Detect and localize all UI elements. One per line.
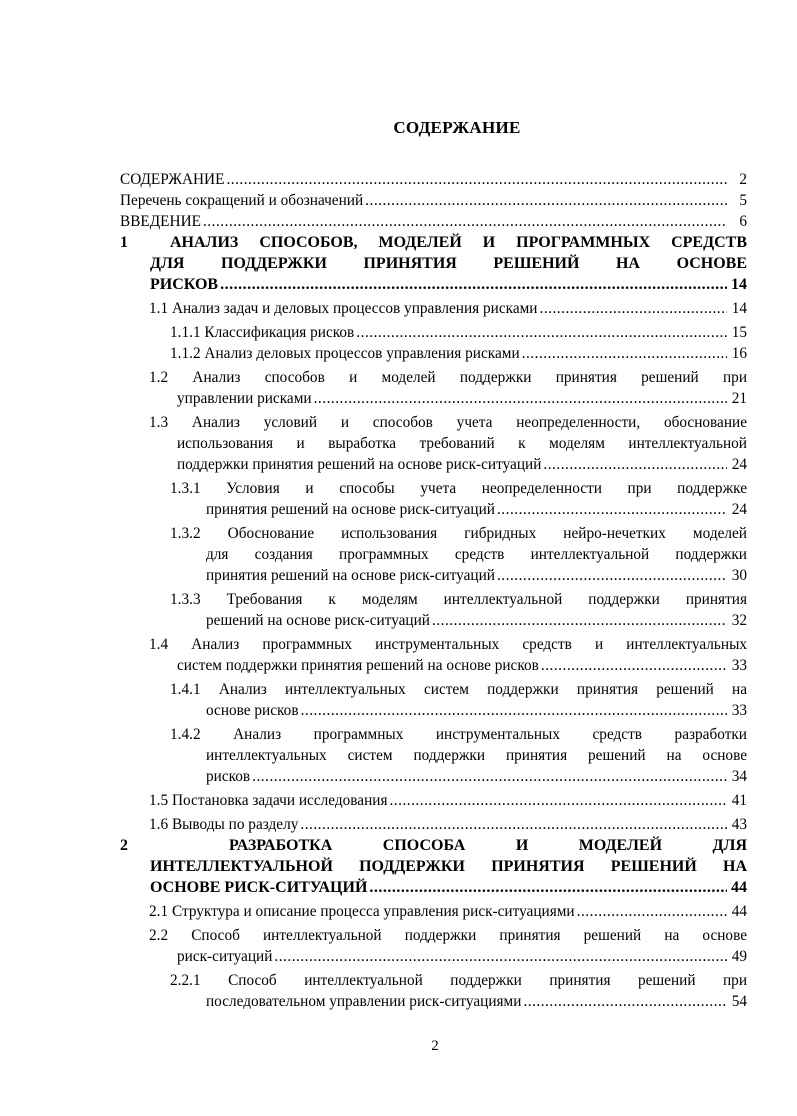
- toc-entry-text: Перечень сокращений и обозначений: [120, 192, 364, 209]
- toc-entry-text: основе рисков: [206, 702, 299, 719]
- toc-entry[interactable]: [149, 925, 747, 967]
- dot-leader: [365, 190, 727, 211]
- toc-entry-text: 1.4.2: [170, 726, 201, 743]
- toc-entry-line: [206, 766, 747, 787]
- dot-leader: [540, 298, 728, 319]
- dot-leader: [541, 655, 727, 676]
- toc-title: СОДЕРЖАНИЕ: [393, 118, 521, 137]
- toc-entry-text: [149, 814, 298, 835]
- toc-page-number: 30: [731, 567, 747, 584]
- toc-entry[interactable]: [170, 589, 747, 631]
- toc-entry-line: [206, 700, 747, 721]
- toc-entry-text: 1.4.1: [170, 681, 201, 698]
- toc-entry-text: [170, 322, 354, 343]
- toc-page-number: 24: [731, 456, 747, 473]
- toc-entry-text: использования и выработка требований к моделям интеллектуальной: [177, 435, 747, 452]
- toc-chapter-entry[interactable]: [120, 232, 747, 295]
- toc-page-number: 41: [731, 792, 747, 809]
- toc-entry-text: 1.5: [149, 792, 169, 809]
- toc-entry[interactable]: [170, 523, 747, 586]
- toc-entry-text: Классификация рисков: [204, 324, 355, 341]
- toc-entry-line: [150, 253, 747, 274]
- toc-entry-text: РИСКОВ: [150, 276, 219, 293]
- toc-entry-text: 1.1.2: [170, 345, 201, 362]
- toc-entry-line: [177, 388, 747, 409]
- toc-entry-text: принятия решений на основе риск-ситуаций: [206, 567, 495, 584]
- toc-entry-text: 1.1.1: [170, 324, 201, 341]
- toc-entry-line: [177, 946, 747, 967]
- toc-entry-line: [206, 499, 747, 520]
- toc-entry-text: ОСНОВЕ РИСК-СИТУАЦИЙ: [150, 879, 368, 896]
- toc-entry-text: 1.4: [149, 636, 169, 653]
- dot-leader: [522, 343, 727, 364]
- toc-entry-text: 2: [120, 837, 128, 854]
- toc-entry-text: рисков: [206, 768, 251, 785]
- toc-entry-text: Анализ программных инструментальных средств разработки: [233, 726, 747, 743]
- dot-leader: [252, 766, 727, 787]
- toc-entry-text: 1.3.2: [170, 525, 201, 542]
- toc-entry[interactable]: [149, 790, 747, 811]
- toc-entry[interactable]: [149, 814, 747, 835]
- toc-entry-line: [150, 274, 747, 295]
- toc-entry-text: Способ интеллектуальной поддержки принятия решений на основе: [191, 927, 747, 944]
- dot-leader: [226, 169, 727, 190]
- toc-entry-line: [206, 610, 747, 631]
- toc-entry-text: [149, 298, 538, 319]
- toc-entry-text: СОДЕРЖАНИЕ: [120, 171, 225, 188]
- toc-page-number: 33: [731, 657, 747, 674]
- toc-entry-line: [177, 454, 747, 475]
- toc-entry-text: последовательном управлении риск-ситуациями: [206, 993, 522, 1010]
- toc-entry-text: 1.3: [149, 414, 169, 431]
- toc-page-number: 44: [731, 879, 747, 896]
- toc-page-number: 14: [731, 276, 747, 293]
- toc-entry-line: [150, 856, 747, 877]
- toc-entry[interactable]: [170, 724, 747, 787]
- toc-entry[interactable]: [149, 634, 747, 676]
- toc-entry[interactable]: [170, 970, 747, 1012]
- toc-entry-line: [170, 523, 747, 544]
- toc-entry-text: Выводы по разделу: [171, 816, 299, 833]
- toc-entry-text: Анализ интеллектуальных систем поддержки принятия решений на: [218, 681, 747, 698]
- toc-entry[interactable]: [149, 367, 747, 409]
- toc-entry-line: [206, 991, 747, 1012]
- dot-leader: [300, 814, 727, 835]
- toc-entry-text: ИНТЕЛЛЕКТУАЛЬНОЙ ПОДДЕРЖКИ ПРИНЯТИЯ РЕШЕНИЙ НА: [150, 858, 747, 875]
- dot-leader: [497, 499, 727, 520]
- dot-leader: [523, 991, 727, 1012]
- toc-entry-line: [149, 367, 747, 388]
- toc-chapter-entry[interactable]: [120, 835, 747, 898]
- toc-entry[interactable]: [170, 322, 747, 343]
- toc-entry-text: для создания программных средств интеллектуальной поддержки: [206, 546, 747, 563]
- toc-entry[interactable]: [170, 478, 747, 520]
- toc-entry-line: [149, 634, 747, 655]
- toc-entry-text: систем поддержки принятия решений на основе рисков: [177, 657, 539, 674]
- toc-entry-text: 1.3.3: [170, 591, 201, 608]
- toc-page-number: 49: [731, 948, 747, 965]
- toc-entry[interactable]: [120, 169, 747, 190]
- toc-entry-text: Постановка задачи исследования: [171, 792, 388, 809]
- toc-entry-text: 2.2: [149, 927, 169, 944]
- toc-entry[interactable]: [149, 298, 747, 319]
- toc-page-number: 24: [731, 501, 747, 518]
- toc-entry-text: Анализ задач и деловых процессов управления рисками: [171, 300, 538, 317]
- dot-leader: [314, 388, 727, 409]
- dot-leader: [497, 565, 727, 586]
- toc-entry[interactable]: [149, 412, 747, 475]
- toc-entry-text: управлении рисками: [177, 390, 312, 407]
- toc-entry-text: Требования к моделям интеллектуальной поддержки принятия: [226, 591, 747, 608]
- dot-leader: [203, 211, 727, 232]
- toc-entry-line: [206, 745, 747, 766]
- toc-page-number: 5: [739, 192, 747, 209]
- toc-entry-text: 1.6: [149, 816, 169, 833]
- toc-entry[interactable]: [120, 211, 747, 232]
- toc-page-number: 33: [731, 702, 747, 719]
- toc-entry-text: [149, 901, 575, 922]
- toc-page-number: 43: [731, 816, 747, 833]
- toc-entry-text: [149, 790, 387, 811]
- toc-page-number: 14: [731, 300, 747, 317]
- toc-page-number: 34: [731, 768, 747, 785]
- dot-leader: [301, 700, 727, 721]
- toc-entry-text: 2.2.1: [170, 972, 201, 989]
- toc-entry-text: Обоснование использования гибридных нейро-нечетких моделей: [227, 525, 747, 542]
- dot-leader: [274, 946, 727, 967]
- toc-entry[interactable]: [170, 343, 747, 364]
- toc-entry-text: АНАЛИЗ СПОСОБОВ, МОДЕЛЕЙ И ПРОГРАММНЫХ СРЕДСТВ: [169, 234, 748, 251]
- toc-entry-line: [149, 925, 747, 946]
- toc-page-number: 2: [739, 171, 747, 188]
- toc-entry-text: решений на основе риск-ситуаций: [206, 612, 430, 629]
- toc-entry-line: [177, 655, 747, 676]
- table-of-contents: [120, 169, 747, 1012]
- dot-leader: [220, 274, 727, 295]
- toc-entry-text: Условия и способы учета неопределенности при поддержке: [226, 480, 747, 497]
- toc-entry[interactable]: [120, 190, 747, 211]
- toc-entry-line: [170, 724, 747, 745]
- dot-leader: [543, 454, 727, 475]
- toc-entry-line: [120, 232, 747, 253]
- toc-entry-text: 1.1: [149, 300, 169, 317]
- toc-entry-line: [177, 433, 747, 454]
- toc-page-number: 32: [731, 612, 747, 629]
- toc-entry-line: [120, 835, 747, 856]
- page-number: 2: [431, 1038, 439, 1054]
- toc-entry-text: 1: [120, 234, 128, 251]
- dot-leader: [369, 877, 727, 898]
- toc-entry-text: [170, 343, 520, 364]
- toc-entry[interactable]: [170, 679, 747, 721]
- toc-entry-text: принятия решений на основе риск-ситуаций: [206, 501, 495, 518]
- dot-leader: [389, 790, 727, 811]
- toc-entry-text: РАЗРАБОТКА СПОСОБА И МОДЕЛЕЙ ДЛЯ: [228, 837, 747, 854]
- toc-page-number: 44: [731, 903, 747, 920]
- toc-entry-text: Анализ условий и способов учета неопределенности, обоснование: [191, 414, 748, 431]
- toc-entry-text: ВВЕДЕНИЕ: [120, 213, 201, 230]
- toc-entry-line: [206, 544, 747, 565]
- toc-page-number: 21: [731, 390, 747, 407]
- toc-page-number: 16: [731, 345, 747, 362]
- toc-entry-line: [170, 589, 747, 610]
- toc-entry-text: Анализ деловых процессов управления рисками: [204, 345, 520, 362]
- toc-page-number: 15: [731, 324, 747, 341]
- dot-leader: [356, 322, 727, 343]
- toc-entry-text: поддержки принятия решений на основе риск-ситуаций: [177, 456, 542, 473]
- toc-entry-line: [170, 970, 747, 991]
- toc-entry-text: риск-ситуаций: [177, 948, 273, 965]
- toc-entry-text: 2.1: [149, 903, 169, 920]
- toc-entry-line: [170, 478, 747, 499]
- toc-entry-line: [206, 565, 747, 586]
- toc-entry-line: [149, 412, 747, 433]
- toc-page-number: 6: [739, 213, 747, 230]
- toc-entry-text: Анализ программных инструментальных средств и интеллектуальных: [191, 636, 748, 653]
- toc-entry-text: Способ интеллектуальной поддержки принятия решений при: [228, 972, 748, 989]
- toc-entry-line: [150, 877, 747, 898]
- toc-entry-text: интеллектуальных систем поддержки принятия решений на основе: [206, 747, 747, 764]
- toc-entry-text: 1.3.1: [170, 480, 201, 497]
- toc-entry-text: Структура и описание процесса управления риск-ситуациями: [171, 903, 575, 920]
- toc-entry-line: [170, 679, 747, 700]
- toc-entry[interactable]: [149, 901, 747, 922]
- dot-leader: [432, 610, 727, 631]
- dot-leader: [577, 901, 727, 922]
- toc-entry-text: Анализ способов и моделей поддержки принятия решений при: [192, 369, 747, 386]
- toc-entry-text: ДЛЯ ПОДДЕРЖКИ ПРИНЯТИЯ РЕШЕНИЙ НА ОСНОВЕ: [150, 255, 747, 272]
- toc-page-number: 54: [731, 993, 747, 1010]
- toc-entry-text: 1.2: [149, 369, 169, 386]
